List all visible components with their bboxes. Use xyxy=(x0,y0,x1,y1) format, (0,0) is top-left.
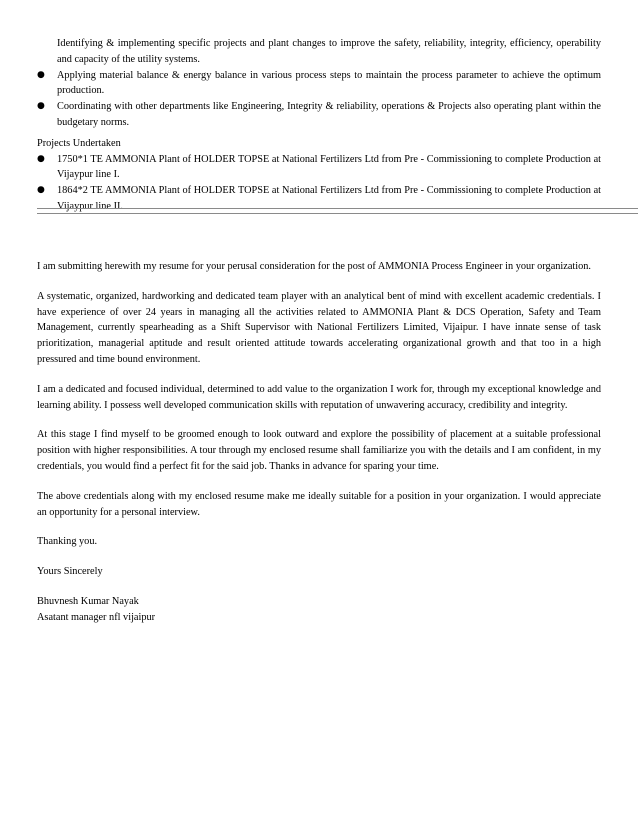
projects-heading: Projects Undertaken xyxy=(37,137,121,149)
letter-paragraph-4: At this stage I find myself to be groomed enough to look outward and explore the possibility of placement at a suitable professional position with higher responsibilities. A tour through my enclosed resume shall familiarize you with the details and I am confident, in my credentials, you would find a perfect fit for the said job. Thanks in advance for sparing your time. xyxy=(37,429,601,472)
experience-item-text: Applying material balance & energy balance in various process steps to maintain the process parameter to achieve the optimum production. xyxy=(57,69,601,97)
bullet-icon: ● xyxy=(37,153,45,164)
bullet-icon: ● xyxy=(37,69,45,80)
experience-item-3 xyxy=(37,99,601,131)
experience-item-1 xyxy=(37,36,601,68)
signatory-designation: Asatant manager nfl vijaipur xyxy=(37,611,156,623)
project-item-text: 1864*2 TE AMMONIA Plant of HOLDER TOPSE at National Fertilizers Ltd from Pre - Commissioning to complete Production at Vijaypur line II. xyxy=(57,185,601,212)
resume-continuation xyxy=(37,36,601,215)
letter-paragraph-1: I am submitting herewith my resume for your perusal consideration for the post of AMMONIA Process Engineer in your organization. xyxy=(37,261,592,272)
closing-sign: Yours Sincerely xyxy=(37,566,103,578)
signatory-name: Bhuvnesh Kumar Nayak xyxy=(37,595,139,607)
letter-paragraph-2: A systematic, organized, hardworking and dedicated team player with an analytical bent of mind with excellent academic credentials. I have experience of over 24 years in managing all the activities related to AMMONIA Plant & DCS Operation, Safety and Team Management, currently spearheading as a Shift Supervisor with National Fertilizers Limited, Vijaipur. I have innate sense of task prioritization, managerial aptitude and result oriented attitude towards accelerating organizational growth and that too in a high pressured and time bound environment. xyxy=(37,290,601,365)
experience-item-text: Identifying & implementing specific projects and plant changes to improve the safety, reliability, integrity, efficiency, operability and capacity of the utility systems. xyxy=(57,38,601,65)
letter-paragraph-3: I am a dedicated and focused individual, determined to add value to the organization I work for, through my exceptional knowledge and learning ability. I possess well developed communication skills with reputation of unwavering accuracy, credibility and integrity. xyxy=(37,383,601,411)
cover-letter xyxy=(37,259,601,626)
section-divider xyxy=(37,208,638,214)
bullet-icon: ● xyxy=(37,101,45,112)
experience-item-text: Coordinating with other departments like Engineering, Integrity & reliability, operations & Projects also operating plant within the budgetary norms. xyxy=(57,101,601,128)
project-item-1 xyxy=(37,152,601,184)
bullet-icon: ● xyxy=(37,185,45,196)
closing-thanks: Thanking you. xyxy=(37,536,98,548)
letter-paragraph-5: The above credentials along with my enclosed resume make me ideally suitable for a position in your organization. I would appreciate an opportunity for a personal interview. xyxy=(37,490,601,518)
project-item-text: 1750*1 TE AMMONIA Plant of HOLDER TOPSE at National Fertilizers Ltd from Pre - Commissioning to complete Production at Vijaypur line I. xyxy=(57,153,601,181)
experience-item-2 xyxy=(37,68,601,100)
